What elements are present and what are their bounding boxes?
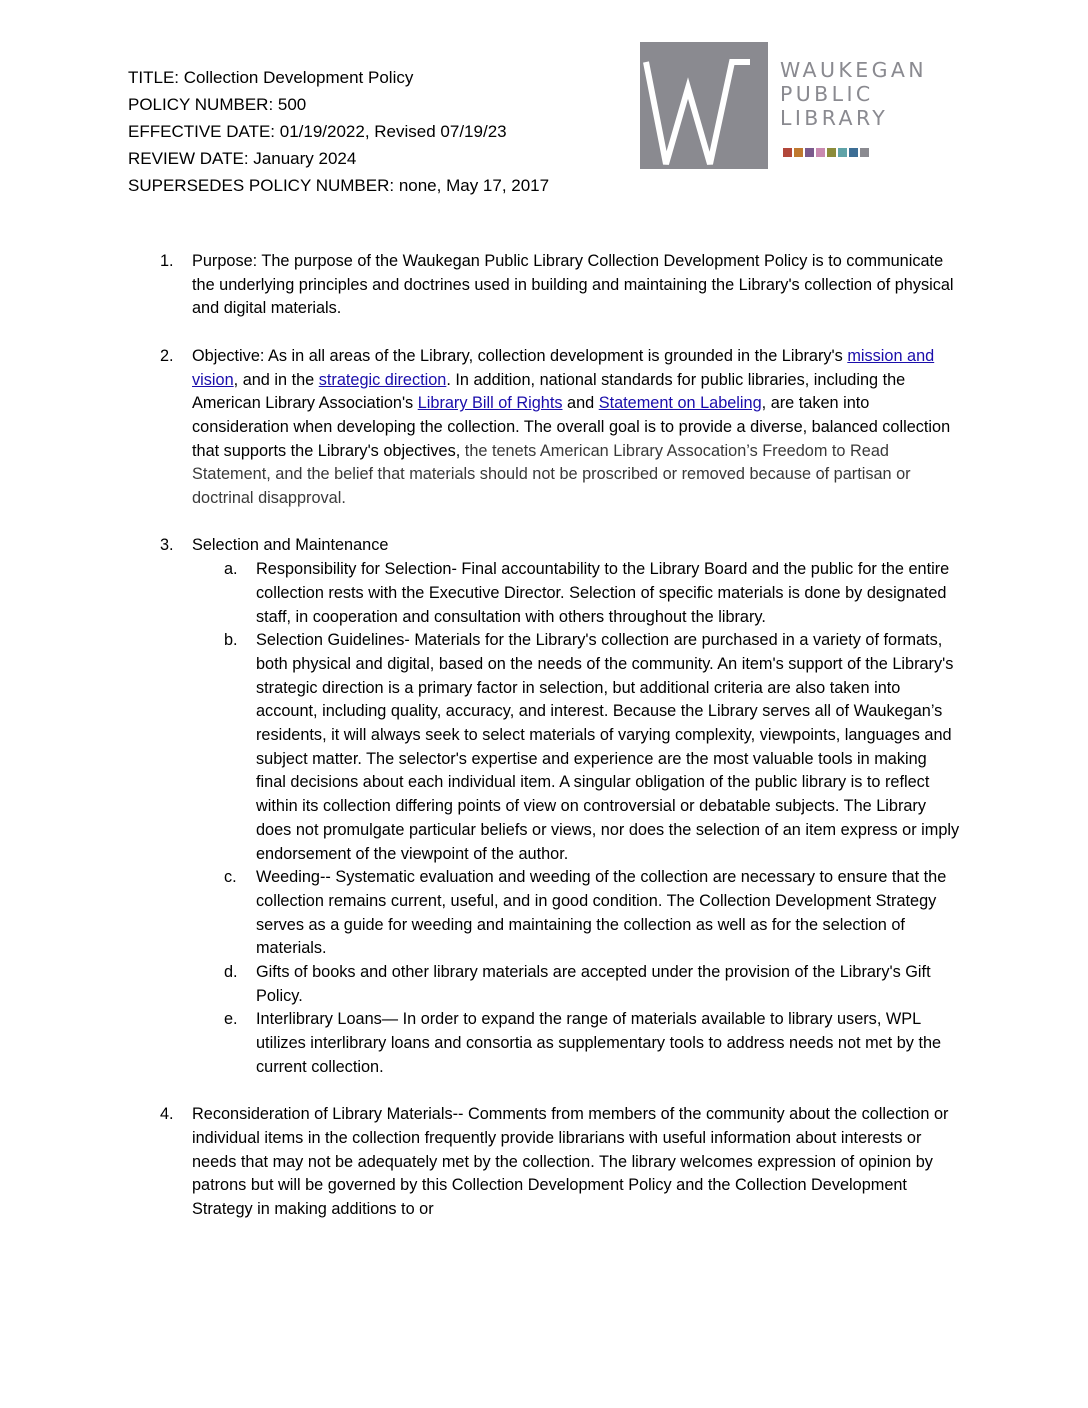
objective-text-4: and [562, 394, 599, 413]
subitem-weeding [192, 866, 960, 961]
subitem-responsibility [192, 558, 960, 629]
subitem-text: Weeding-- Systematic evaluation and weeding of the collection are necessary to ensure that the collection remains current, useful, and in good condition. The Collection Development Strategy serves as a guide for weeding and maintaining the collection as well as for the selection of materials. [256, 868, 947, 958]
selection-subitems [192, 558, 960, 1079]
objective-text-3: . In addition, national standards for public libraries, including the American Library Association's [192, 370, 906, 413]
objective-text-2: , and in the [233, 370, 319, 389]
logo-color-square [849, 148, 858, 157]
objective-text-6: the tenets American Library Assocation’s Freedom to Read Statement, and the belief that materials should not be proscribed or removed because of partisan or doctrinal disapproval. [192, 441, 911, 508]
effective-date: EFFECTIVE DATE: 01/19/2022, Revised 07/19/23 [128, 122, 507, 141]
logo-color-squares [783, 148, 871, 157]
logo-color-square [860, 148, 869, 157]
subitem-text: Interlibrary Loans— In order to expand the range of materials available to library users, WPL utilizes interlibrary loans and consortia as supplementary tools to address needs not met by the current collection. [256, 1010, 942, 1076]
subitem-letter: a. [224, 560, 238, 579]
logo-w-mark [640, 42, 768, 169]
logo-color-square [816, 148, 825, 157]
subitem-letter: e. [224, 1010, 238, 1029]
subitem-text: Responsibility for Selection- Final accountability to the Library Board and the public for the entire collection rests with the Executive Director. Selection of specific materials is done by designated staff, in cooperation and consultation with others throughout the library. [256, 560, 950, 626]
review-date: REVIEW DATE: January 2024 [128, 149, 357, 168]
policy-body [160, 250, 960, 1245]
subitem-letter: b. [224, 631, 238, 650]
reconsideration-text: Reconsideration of Library Materials-- Comments from members of the community about the collection or individual items in the collection frequently provide librarians with useful information about interests or needs that may not be adequately met by the collection. The library welcomes expression of opinion by patrons but will be governed by this Collection Development Policy and the Collection Development Strategy in making additions to or [192, 1105, 949, 1219]
logo-wordmark [780, 58, 927, 130]
logo-color-square [827, 148, 836, 157]
section-number: 2. [160, 346, 174, 365]
subitem-text: Gifts of books and other library materials are accepted under the provision of the Library's Gift Policy. [256, 963, 931, 1005]
subitem-letter: c. [224, 868, 237, 887]
purpose-text: Purpose: The purpose of the Waukegan Public Library Collection Development Policy is to communicate the underlying principles and doctrines used in building and maintaining the Library's collection of physical and digital materials. [192, 252, 954, 318]
logo-line-2: PUBLIC [780, 82, 874, 106]
section-objective [160, 345, 960, 511]
policy-header [128, 64, 549, 199]
subitem-interlibrary-loans [192, 1008, 960, 1079]
subitem-guidelines [192, 629, 960, 866]
objective-text-5: , are taken into consideration when developing the collection. The overall goal is to provide a diverse, balanced collection that supports the Library's objectives, [192, 394, 951, 460]
logo-color-square [838, 148, 847, 157]
section-selection [160, 534, 960, 1079]
statement-on-labeling-link[interactable]: Statement on Labeling [598, 394, 762, 413]
subitem-letter: d. [224, 963, 238, 982]
subitem-gifts [192, 961, 960, 1008]
section-number: 4. [160, 1105, 174, 1124]
objective-text-1: Objective: As in all areas of the Library, collection development is grounded in the Library's [192, 346, 848, 365]
subitem-text: Selection Guidelines- Materials for the Library's collection are purchased in a variety of formats, both physical and digital, based on the needs of the community. An item's support of the Library's strategic direction is a primary factor in selection, but additional criteria are also taken into account, including quality, accuracy, and interest. Because the Library serves all of Waukegan’s residents, it will always seek to select materials of varying complexity, viewpoints, languages and subject matter. The selector's expertise and experience are the most valuable tools in making final decisions about each individual item. A singular obligation of the public library is to reflect within its collection differing points of view on controversial or debatable subjects. The Library does not promulgate particular beliefs or views, nor does the selection of an item express or imply endorsement of the viewpoint of the author. [256, 631, 960, 863]
logo-line-3: LIBRARY [780, 106, 889, 130]
section-number: 3. [160, 536, 174, 555]
library-logo [640, 42, 960, 172]
section-number: 1. [160, 252, 174, 270]
policy-number: POLICY NUMBER: 500 [128, 95, 307, 114]
selection-title: Selection and Maintenance [192, 536, 389, 555]
library-bill-of-rights-link[interactable]: Library Bill of Rights [417, 394, 563, 413]
mission-and-vision-link[interactable]: mission and vision [192, 346, 935, 389]
section-reconsideration [160, 1103, 960, 1222]
logo-color-square [805, 148, 814, 157]
logo-color-square [794, 148, 803, 157]
logo-line-1: WAUKEGAN [780, 58, 928, 82]
logo-color-square [783, 148, 792, 157]
supersedes: SUPERSEDES POLICY NUMBER: none, May 17, 2017 [128, 176, 550, 195]
policy-title: TITLE: Collection Development Policy [128, 68, 414, 87]
strategic-direction-link[interactable]: strategic direction [318, 370, 447, 389]
section-purpose [160, 250, 960, 321]
